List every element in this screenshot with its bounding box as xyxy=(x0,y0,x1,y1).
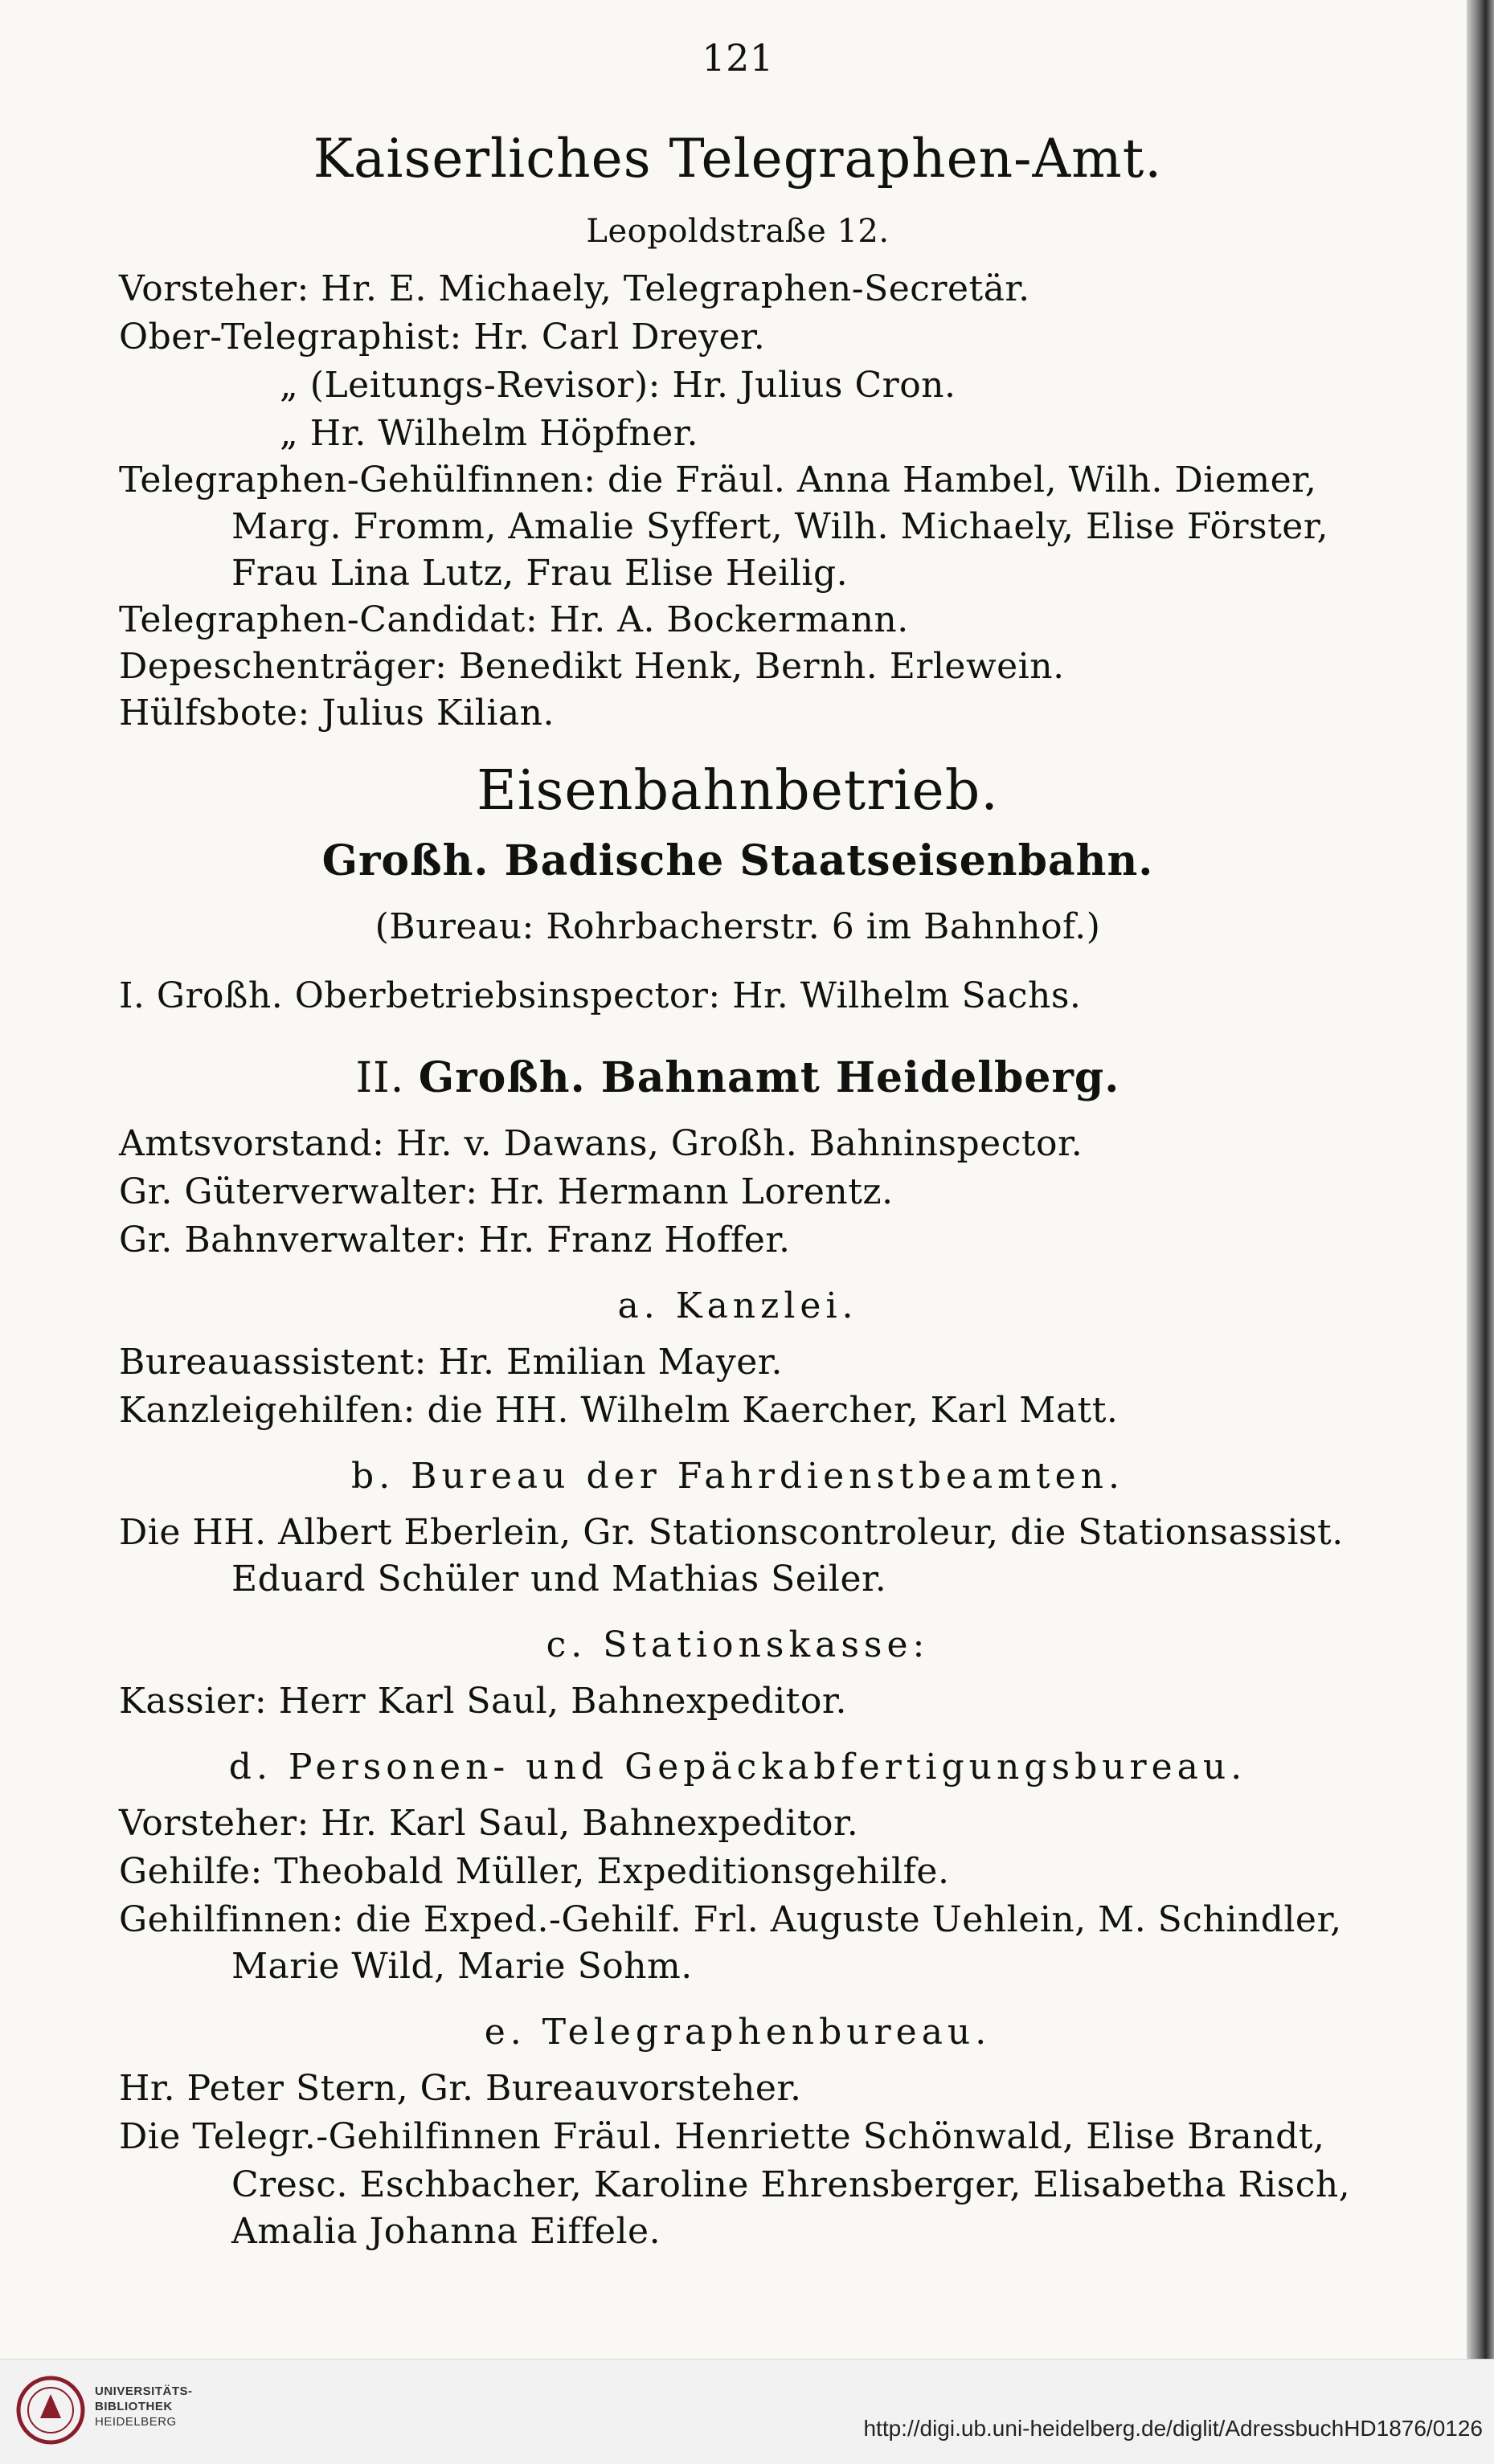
telegraph-line: Vorsteher: Hr. E. Michaely, Telegraphen-Secretär. xyxy=(119,268,1030,309)
amt-line: Gr. Güterverwalter: Hr. Hermann Lorentz. xyxy=(119,1171,894,1212)
railway-subtitle: Großh. Badische Staatseisenbahn. xyxy=(321,836,1154,885)
telegraph-address: Leopoldstraße 12. xyxy=(586,213,890,250)
subsection-e-line: Cresc. Eschbacher, Karoline Ehrensberger, Elisabetha Risch, xyxy=(231,2164,1351,2205)
source-url-link[interactable]: http://digi.ub.uni-heidelberg.de/diglit/AdressbuchHD1876/0126 xyxy=(863,2416,1483,2441)
telegraph-line: Depeschenträger: Benedikt Henk, Bernh. Erlewein. xyxy=(119,646,1065,687)
library-logo-text xyxy=(95,2384,193,2429)
subsection-d-line: Marie Wild, Marie Sohm. xyxy=(231,1946,693,1987)
logo-line: BIBLIOTHEK xyxy=(95,2400,173,2413)
section-II-number: II. xyxy=(355,1054,405,1102)
telegraph-line: „ (Leitungs-Revisor): Hr. Julius Cron. xyxy=(280,365,956,406)
subsection-c-line: Kassier: Herr Karl Saul, Bahnexpeditor. xyxy=(119,1681,848,1722)
telegraph-line: Ober-Telegraphist: Hr. Carl Dreyer. xyxy=(119,317,766,358)
book-spine-edge xyxy=(1467,0,1494,2359)
subsection-a-line: Bureauassistent: Hr. Emilian Mayer. xyxy=(119,1342,783,1383)
viewer-footer xyxy=(0,2359,1494,2464)
page-number: 121 xyxy=(702,36,774,80)
telegraph-line: Frau Lina Lutz, Frau Elise Heilig. xyxy=(231,553,849,594)
telegraph-line: Telegraphen-Gehülfinnen: die Fräul. Anna Hambel, Wilh. Diemer, xyxy=(119,460,1317,501)
section-title-railway: Eisenbahnbetrieb. xyxy=(477,759,999,823)
section-I: I. Großh. Oberbetriebsinspector: Hr. Wilhelm Sachs. xyxy=(119,975,1082,1016)
amt-line: Amtsvorstand: Hr. v. Dawans, Großh. Bahninspector. xyxy=(119,1123,1083,1164)
subsection-e-line: Die Telegr.-Gehilfinnen Fräul. Henriette Schönwald, Elise Brandt, xyxy=(119,2116,1325,2157)
telegraph-line: „ Hr. Wilhelm Höpfner. xyxy=(280,413,698,454)
subsection-b-line: Eduard Schüler und Mathias Seiler. xyxy=(231,1559,887,1600)
amt-line: Gr. Bahnverwalter: Hr. Franz Hoffer. xyxy=(119,1220,791,1261)
subsection-c-title: c. Stationskasse: xyxy=(546,1624,930,1665)
subsection-a-title: a. Kanzlei. xyxy=(617,1285,858,1326)
subsection-a-line: Kanzleigehilfen: die HH. Wilhelm Kaercher, Karl Matt. xyxy=(119,1390,1119,1431)
subsection-b-line: Die HH. Albert Eberlein, Gr. Stationscontroleur, die Stationsassist. xyxy=(119,1512,1344,1553)
subsection-d-title: d. Personen- und Gepäckabfertigungsbureau. xyxy=(228,1747,1247,1788)
subsection-d-line: Vorsteher: Hr. Karl Saul, Bahnexpeditor. xyxy=(119,1803,859,1844)
university-seal-icon xyxy=(14,2374,87,2446)
subsection-e-line: Amalia Johanna Eiffele. xyxy=(231,2211,661,2252)
telegraph-line: Telegraphen-Candidat: Hr. A. Bockermann. xyxy=(119,599,909,640)
section-II-title: Großh. Bahnamt Heidelberg. xyxy=(418,1053,1120,1102)
section-title-telegraph: Kaiserliches Telegraphen-Amt. xyxy=(313,128,1163,190)
logo-line: HEIDELBERG xyxy=(95,2415,177,2429)
subsection-d-line: Gehilfinnen: die Exped.-Gehilf. Frl. Auguste Uehlein, M. Schindler, xyxy=(119,1899,1342,1940)
logo-line: UNIVERSITÄTS- xyxy=(95,2384,193,2398)
railway-bureau: (Bureau: Rohrbacherstr. 6 im Bahnhof.) xyxy=(375,906,1101,947)
subsection-e-line: Hr. Peter Stern, Gr. Bureauvorsteher. xyxy=(119,2068,802,2109)
telegraph-line: Hülfsbote: Julius Kilian. xyxy=(119,693,555,733)
subsection-e-title: e. Telegraphenbureau. xyxy=(484,2012,992,2053)
subsection-d-line: Gehilfe: Theobald Müller, Expeditionsgehilfe. xyxy=(119,1851,950,1892)
section-II-heading xyxy=(119,1054,1357,1102)
subsection-b-title: b. Bureau der Fahrdienstbeamten. xyxy=(351,1456,1124,1497)
telegraph-line: Marg. Fromm, Amalie Syffert, Wilh. Michaely, Elise Förster, xyxy=(231,506,1328,547)
